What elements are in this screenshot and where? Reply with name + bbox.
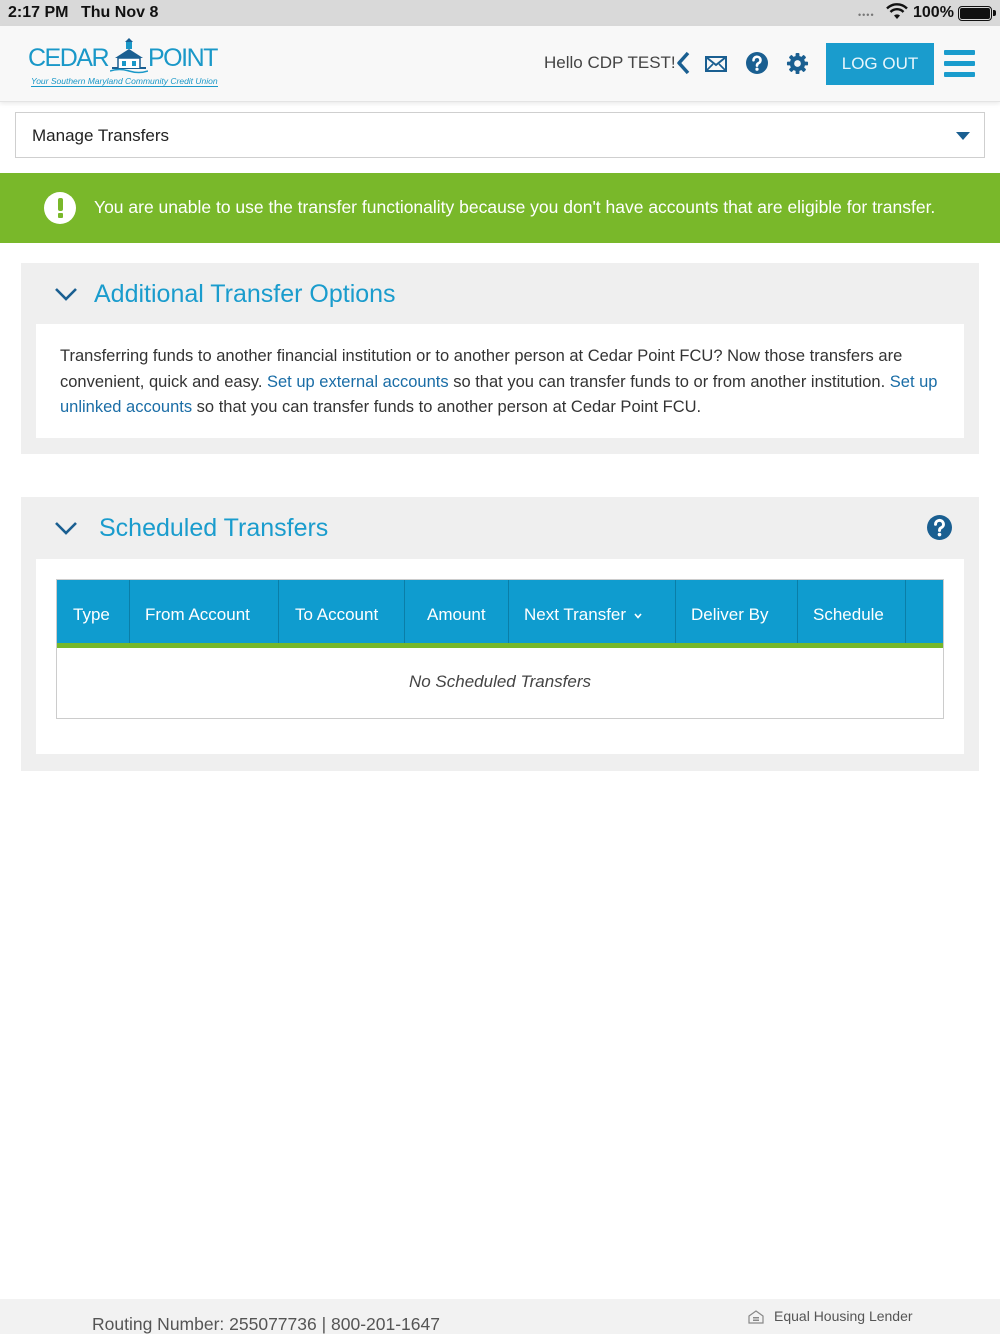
column-amount[interactable]: Amount [405, 580, 509, 643]
battery-percent: 100% [913, 4, 954, 21]
menu-icon[interactable] [944, 50, 975, 77]
options-text-2: so that you can transfer funds to or from another institution. [448, 372, 890, 391]
scheduled-transfers-title[interactable]: Scheduled Transfers [99, 514, 329, 542]
logo-wordmark [28, 44, 217, 73]
alert-message: You are unable to use the transfer functionality because you don't have accounts that are eligible for transfer. [94, 197, 936, 217]
app-header [0, 26, 1000, 102]
column-deliver-by[interactable]: Deliver By [676, 580, 798, 643]
scheduled-transfers-body [36, 559, 964, 754]
help-icon[interactable] [746, 52, 768, 74]
external-accounts-link[interactable]: Set up external accounts [267, 372, 449, 391]
gear-icon[interactable] [786, 52, 809, 75]
routing-number: Routing Number: 255077736 | 800-201-1647 [92, 1314, 440, 1334]
select-value: Manage Transfers [32, 126, 170, 145]
logo-cedar: CEDAR [28, 44, 109, 72]
additional-transfer-options-panel [21, 263, 979, 454]
column-next-transfer[interactable] [509, 580, 676, 643]
eligibility-alert [0, 173, 1000, 243]
options-text-3: so that you can transfer funds to another person at Cedar Point FCU. [192, 398, 702, 416]
equal-housing-icon [748, 1310, 764, 1324]
battery-icon [958, 6, 992, 21]
options-text-1: Transferring funds to another financial institution or to another person at Cedar Point FCU? Now those transfers are convenient, quick and easy. [60, 347, 903, 391]
additional-options-title[interactable]: Additional Transfer Options [94, 280, 396, 308]
scheduled-transfers-panel [21, 497, 979, 771]
chevron-down-icon[interactable] [54, 286, 78, 302]
help-icon[interactable] [927, 515, 952, 540]
column-type[interactable]: Type [57, 580, 130, 643]
mail-icon[interactable] [705, 56, 727, 72]
table-header [57, 580, 943, 648]
caret-down-icon [956, 132, 970, 140]
additional-options-text [60, 344, 950, 421]
chevron-down-icon[interactable] [54, 520, 78, 536]
empty-table-message: No Scheduled Transfers [408, 672, 592, 691]
column-schedule[interactable]: Schedule [798, 580, 906, 643]
status-bar [0, 0, 1000, 26]
logo-point: POINT [148, 44, 217, 72]
table-body [57, 648, 943, 718]
scheduled-transfers-table [56, 579, 944, 719]
sort-icon [634, 613, 642, 619]
status-time: 2:17 PM [8, 4, 69, 21]
column-actions [906, 580, 944, 643]
footer [0, 1299, 1000, 1334]
column-from-account[interactable]: From Account [130, 580, 279, 643]
alert-exclamation-icon [44, 192, 76, 224]
lighthouse-icon [110, 38, 148, 74]
signal-dots: •••• [858, 10, 875, 20]
cedar-point-logo[interactable] [28, 40, 228, 90]
status-date: Thu Nov 8 [81, 4, 159, 21]
unlinked-accounts-link[interactable]: Set up unlinked accounts [60, 372, 938, 416]
logout-button[interactable]: LOG OUT [826, 43, 934, 85]
equal-housing-lender[interactable]: Equal Housing Lender [774, 1308, 913, 1324]
back-chevron-icon[interactable] [676, 51, 690, 75]
logo-tagline: Your Southern Maryland Community Credit Union [31, 76, 218, 86]
column-to-account[interactable]: To Account [279, 580, 405, 643]
wifi-icon [886, 3, 908, 21]
column-next-transfer-label: Next Transfer [524, 605, 627, 624]
manage-transfers-select[interactable] [15, 112, 985, 158]
user-greeting: Hello CDP TEST! [544, 53, 676, 72]
additional-options-body [36, 324, 964, 438]
